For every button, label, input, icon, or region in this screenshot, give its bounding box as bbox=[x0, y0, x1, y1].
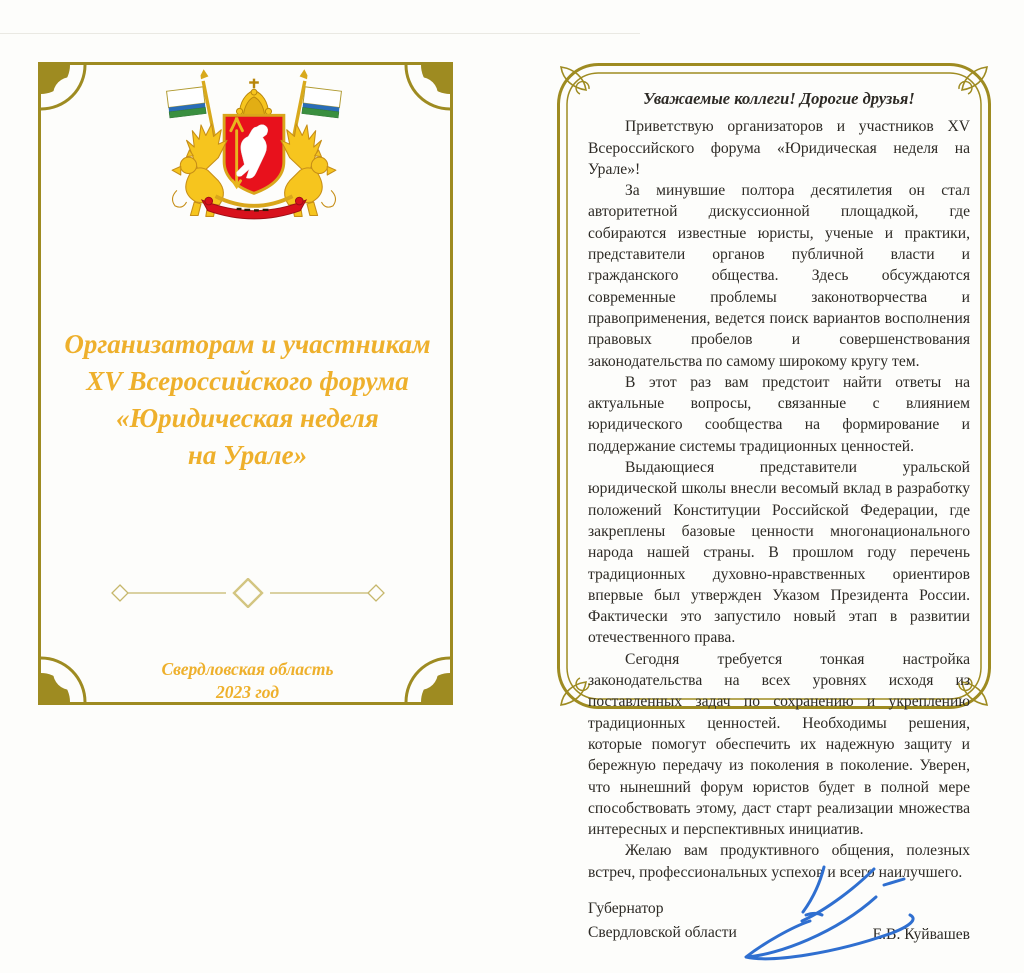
left-page bbox=[0, 0, 500, 724]
signature-block bbox=[588, 897, 970, 945]
corner-fan-ornament-icon bbox=[40, 64, 88, 112]
cover-region: Свердловская область bbox=[161, 659, 334, 679]
letter-paragraph: Выдающиеся представители уральской юридической школы внесли весомый вклад в разработку положений Конституции Российской Федерации, где закреплены базовые ценности многонационального народа нашей страны. В прошлом году перечень традиционных духовно-нравственных ориентиров впервые был утвержден Указом Президента России. Фактически это запустило новый этап в развитии отечественного права. bbox=[588, 459, 970, 647]
letter-paragraph: За минувшие полтора десятилетия он стал авторитетной дискуссионной площадкой, где собираются известные юристы, ученые и практики, представители органов публичной власти и гражданского общества. Здесь обсуждаются современные проблемы законотворчества и правоприменения, ведется поиск вариантов восполнения правовых пробелов и совершенствования законодательства по самому широкому кругу тем. bbox=[588, 182, 970, 370]
coat-of-arms-icon bbox=[148, 64, 360, 234]
cover-year: 2023 год bbox=[215, 682, 280, 702]
diamond-divider-icon bbox=[110, 578, 386, 608]
corner-fan-ornament-icon bbox=[403, 64, 451, 112]
signer-name: Е.В. Куйвашев bbox=[872, 925, 970, 943]
letter-paragraph: Приветствую организаторов и участников XV Всероссийского форума «Юридическая неделя на Урале»! bbox=[588, 118, 970, 178]
right-page bbox=[500, 0, 1024, 943]
cover-title-line: XV Всероссийского форума bbox=[86, 366, 409, 396]
cover-footer bbox=[40, 658, 455, 704]
letter-paragraph: В этот раз вам предстоит найти ответы на актуальные вопросы, связанные с влиянием юридического сообщества на формирование и поддержание системы традиционных ценностей. bbox=[588, 373, 970, 455]
cover-title-line: на Урале» bbox=[187, 440, 308, 470]
letter-paragraph: Сегодня требуется тонкая настройка законодательства на всех уровнях исходя из поставленных задач по сохранению и укреплению традиционных ценностей. Необходимы решения, которые помогут обеспечить их надежную защиту и бережную передачу из поколения в поколение. Уверен, что нынешний форум юристов будет в полной мере способствовать этому, даст старт реализации множества интересных и перспективных инициатив. bbox=[588, 650, 970, 839]
cover-title-line: Организаторам и участникам bbox=[64, 329, 431, 359]
signer-title-line: Свердловской области bbox=[588, 923, 737, 941]
signer-title-line: Губернатор bbox=[588, 899, 664, 917]
signer-title bbox=[588, 897, 737, 945]
letter-salutation: Уважаемые коллеги! Дорогие друзья! bbox=[643, 89, 915, 108]
cover-title-line: «Юридическая неделя bbox=[116, 403, 379, 433]
cover-title bbox=[40, 326, 455, 474]
letter-body bbox=[588, 88, 970, 945]
letter-paragraph: Желаю вам продуктивного общения, полезных встреч, профессиональных успехов и всего наилучшего. bbox=[588, 842, 970, 881]
